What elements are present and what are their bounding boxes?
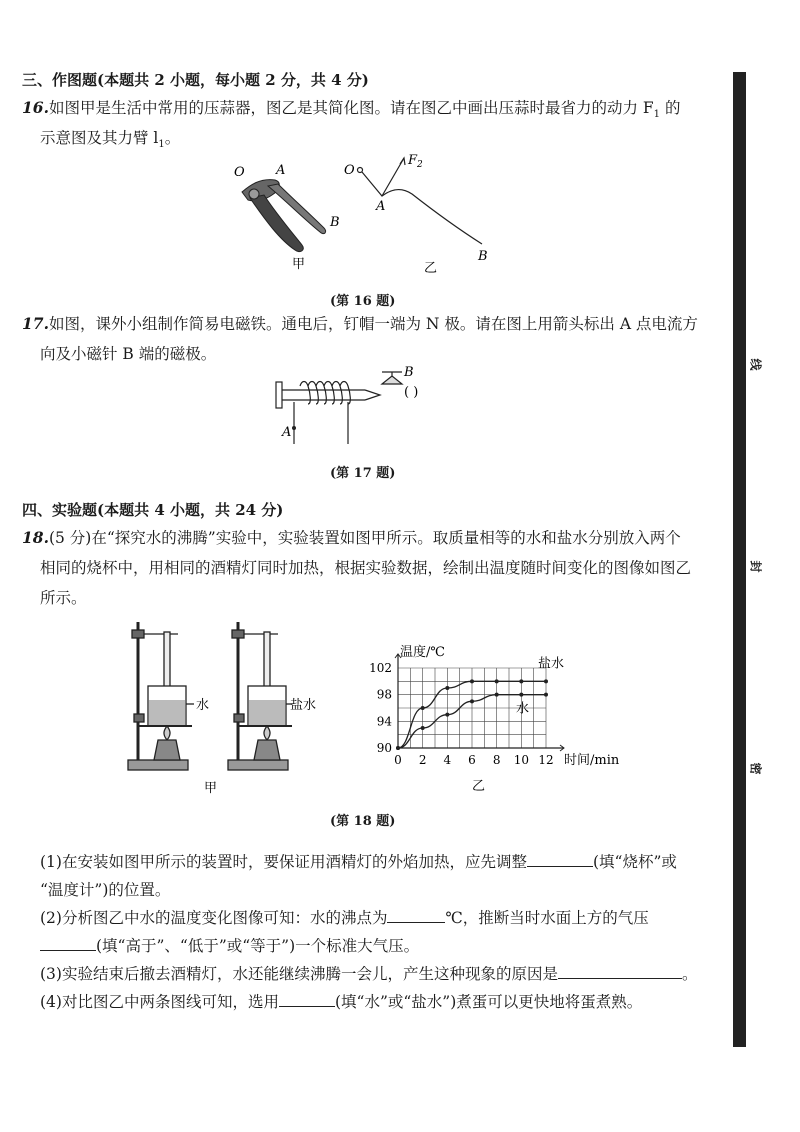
chart-x-axis-label: 时间/min bbox=[564, 753, 620, 768]
side-label-bottom: 密 bbox=[748, 762, 763, 775]
q17-figure bbox=[270, 362, 450, 452]
q16-label-O-jia: O bbox=[234, 165, 245, 180]
q18-text-1: (5 分)在“探究水的沸腾”实验中，实验装置如图甲所示。取质量相等的水和盐水分别放入两个 bbox=[48, 529, 681, 547]
q18-sub2-blank-1[interactable] bbox=[387, 904, 445, 923]
q16-label-O-yi: O bbox=[344, 163, 355, 178]
q16-label-A-yi: A bbox=[376, 199, 386, 214]
q16-figure bbox=[220, 150, 520, 280]
y-tick-label: 98 bbox=[376, 687, 392, 702]
alcohol-lamp-right bbox=[254, 740, 280, 760]
binding-margin-bar bbox=[733, 72, 746, 1047]
q18-sub3-line bbox=[40, 960, 697, 988]
label-salt-water: 盐水 bbox=[290, 698, 317, 713]
y-tick-label: 102 bbox=[369, 661, 392, 675]
q18-caption: (第 18 题) bbox=[330, 814, 396, 829]
q18-sub2-line2 bbox=[40, 932, 419, 960]
series-point-1 bbox=[544, 693, 548, 697]
garlic-press-drawing bbox=[242, 180, 326, 252]
label-jia: 甲 bbox=[204, 781, 218, 796]
q16-label-B-yi: B bbox=[478, 249, 488, 264]
q18-apparatus bbox=[120, 612, 320, 802]
q18-sub4-text-a: (4)对比图乙中两条图线可知，选用 bbox=[40, 993, 279, 1011]
x-tick-label: 4 bbox=[443, 753, 452, 767]
x-tick-label: 10 bbox=[513, 753, 529, 767]
q17-text-1: 如图，课外小组制作简易电磁铁。通电后，钉帽一端为 N 极。请在图上用箭头标出 A 点电流方 bbox=[48, 315, 698, 333]
q16-label-yi: 乙 bbox=[424, 261, 438, 276]
section-3-title: 三、作图题(本题共 2 小题，每小题 2 分，共 4 分) bbox=[22, 71, 369, 89]
q17-label-B: B bbox=[404, 365, 414, 380]
q17-line2: 向及小磁针 B 端的磁极。 bbox=[40, 345, 217, 363]
x-tick-label: 6 bbox=[468, 753, 476, 767]
q18-sub3-text-a: (3)实验结束后撤去酒精灯，水还能继续沸腾一会儿，产生这种现象的原因是 bbox=[40, 965, 558, 983]
x-tick-label: 12 bbox=[538, 753, 554, 767]
q18-sub2-text-c: (填“高于”、“低于”或“等于”)一个标准大气压。 bbox=[96, 937, 420, 955]
side-label-top: 线 bbox=[748, 358, 763, 371]
q18-sub3-text-b: 。 bbox=[681, 965, 698, 983]
alcohol-lamp-left bbox=[154, 740, 180, 760]
series-point-0 bbox=[495, 679, 499, 683]
q18-sub1-line1 bbox=[40, 848, 677, 876]
series-point-1 bbox=[495, 693, 499, 697]
q16-sub-1: 1 bbox=[653, 109, 661, 121]
q16-number: 16. bbox=[22, 98, 49, 117]
q18-sub2-text-b: ℃，推断当时水面上方的气压 bbox=[445, 909, 649, 927]
q18-sub3-blank[interactable] bbox=[558, 960, 682, 979]
q17-caption: (第 17 题) bbox=[330, 466, 396, 481]
q18-number: 18. bbox=[22, 528, 49, 547]
series-point-0 bbox=[470, 679, 474, 683]
q18-sub2-blank-2[interactable] bbox=[40, 932, 96, 951]
q18-sub4-line bbox=[40, 988, 642, 1016]
q16-caption: (第 16 题) bbox=[330, 294, 396, 309]
q16-text-2-end: 。 bbox=[164, 129, 181, 147]
q16-label-F2: $F_2$ bbox=[408, 153, 423, 170]
stand-base-left bbox=[128, 760, 188, 770]
y-tick-label: 90 bbox=[376, 741, 392, 755]
q17-number: 17. bbox=[22, 314, 49, 333]
q18-sub2-text-a: (2)分析图乙中水的温度变化图像可知：水的沸点为 bbox=[40, 909, 388, 927]
x-tick-label: 0 bbox=[394, 753, 402, 767]
q18-sub1-line2: “温度计”)的位置。 bbox=[40, 881, 171, 899]
q18-sub1-text-a: (1)在安装如图甲所示的装置时，要保证用酒精灯的外焰加热，应先调整 bbox=[40, 853, 527, 871]
series-point-1 bbox=[445, 713, 449, 717]
series-point-0 bbox=[421, 706, 425, 710]
x-tick-label: 2 bbox=[418, 753, 427, 767]
q18-sub4-text-b: (填“水”或“盐水”)煮蛋可以更快地将蛋煮熟。 bbox=[334, 993, 643, 1011]
q18-sub1-text-b: (填“烧杯”或 bbox=[592, 853, 677, 871]
section-4-title: 四、实验题(本题共 4 小题，共 24 分) bbox=[22, 501, 284, 519]
series-point-0 bbox=[519, 679, 523, 683]
series-point-0 bbox=[544, 679, 548, 683]
series-label-1: 水 bbox=[516, 701, 530, 717]
q16-label-A-jia: A bbox=[276, 163, 286, 178]
series-point-1 bbox=[519, 693, 523, 697]
q16-label-B-jia: B bbox=[330, 215, 340, 230]
series-point-1 bbox=[421, 726, 425, 730]
y-tick-label: 94 bbox=[376, 714, 392, 729]
q16-text-2: 示意图及其力臂 l bbox=[40, 129, 159, 147]
q18-sub1-blank[interactable] bbox=[527, 848, 593, 867]
series-point-0 bbox=[445, 686, 449, 690]
q17-label-A: A bbox=[282, 425, 292, 440]
q18-line2: 相同的烧杯中，用相同的酒精灯同时加热，根据实验数据，绘制出温度随时间变化的图像如图乙 bbox=[40, 559, 692, 577]
label-water: 水 bbox=[196, 698, 210, 713]
q17-answer-paren: ( ) bbox=[404, 385, 419, 400]
x-tick-label: 8 bbox=[492, 753, 501, 767]
q16-line2 bbox=[40, 124, 180, 159]
q18-line3: 所示。 bbox=[40, 589, 87, 607]
series-point-1 bbox=[470, 699, 474, 703]
q18-temperature-chart bbox=[360, 640, 640, 800]
q16-text-1: 如图甲是生活中常用的压蒜器，图乙是其简化图。请在图乙中画出压蒜时最省力的动力 F bbox=[48, 99, 654, 117]
series-point-1 bbox=[396, 746, 400, 750]
chart-caption-yi: 乙 bbox=[472, 779, 486, 794]
electromagnet-drawing bbox=[276, 372, 402, 444]
chart-y-axis-label: 温度/℃ bbox=[400, 645, 445, 660]
q16-sub-2: 1 bbox=[158, 139, 165, 151]
series-label-0: 盐水 bbox=[538, 656, 565, 672]
q17-line1 bbox=[22, 310, 698, 338]
stand-base-right bbox=[228, 760, 288, 770]
chart-series bbox=[396, 655, 564, 750]
q18-sub4-blank[interactable] bbox=[279, 988, 335, 1007]
q16-label-jia: 甲 bbox=[292, 257, 306, 272]
q16-text-1-end: 的 bbox=[660, 99, 681, 117]
side-label-middle: 封 bbox=[748, 560, 763, 573]
q18-line1 bbox=[22, 524, 681, 552]
q18-sub2-line1 bbox=[40, 904, 649, 932]
